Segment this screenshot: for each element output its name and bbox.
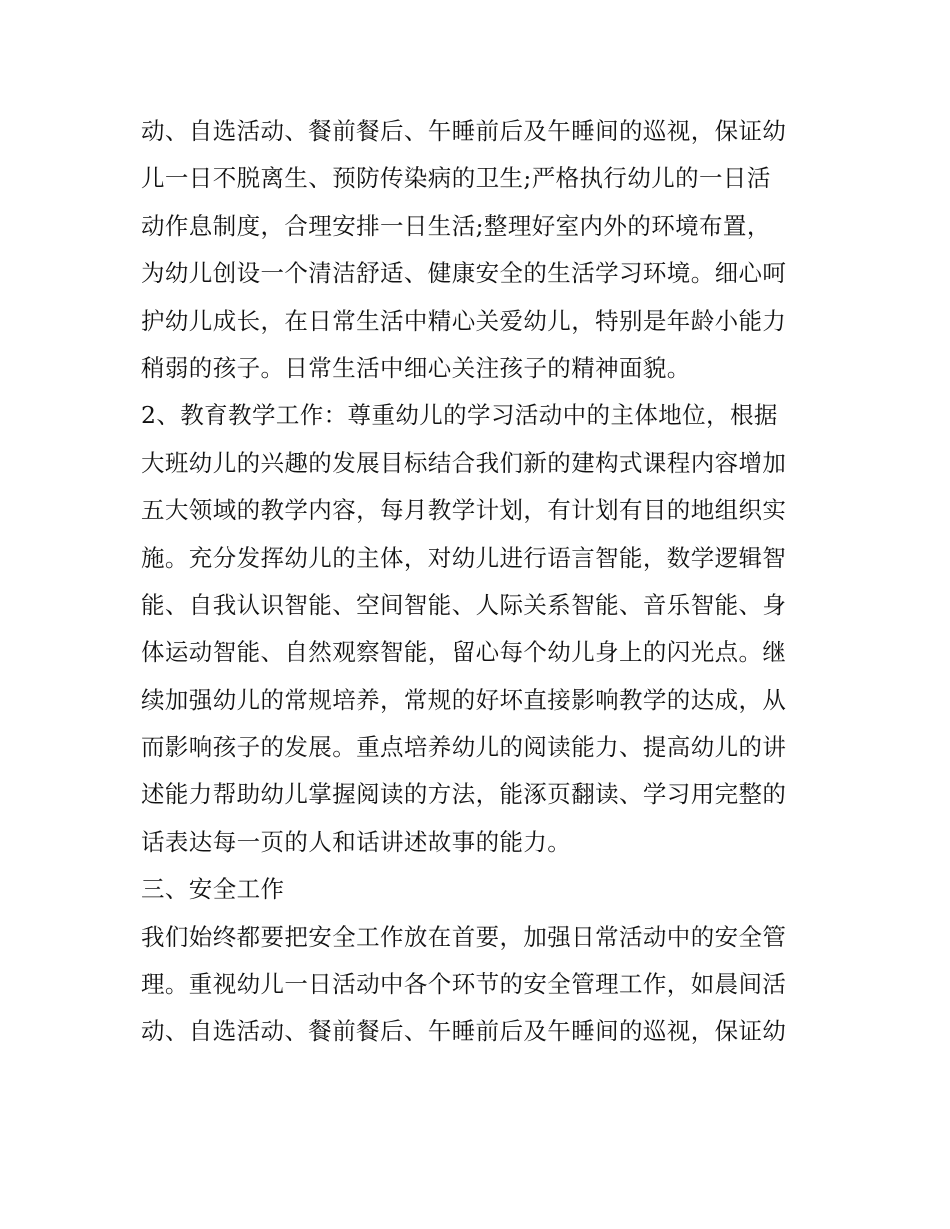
- text-line: 而影响孩子的发展。重点培养幼儿的阅读能力、提高幼儿的讲: [141, 733, 787, 762]
- text-line: 儿一日不脱离生、预防传染病的卫生;严格执行幼儿的一日活: [141, 164, 771, 193]
- text-line: 护幼儿成长，在日常生活中精心关爱幼儿，特别是年龄小能力: [141, 306, 787, 335]
- text-line: 话表达每一页的人和话讲述故事的能力。: [141, 827, 572, 856]
- text-line: 动作息制度，合理安排一日生活;整理好室内外的环境布置，: [141, 211, 771, 240]
- document-body: [141, 108, 821, 1056]
- text-line: 续加强幼儿的常规培养，常规的好坏直接影响教学的达成，从: [141, 685, 787, 714]
- text-line: 我们始终都要把安全工作放在首要，加强日常活动中的安全管: [141, 922, 787, 951]
- text-line: 述能力帮助幼儿掌握阅读的方法，能涿页翻读、学习用完整的: [141, 780, 787, 809]
- section-item-heading: 2、教育教学工作：尊重幼儿的学习活动中的主体地位，根据: [141, 401, 778, 430]
- text-line: 能、自我认识智能、空间智能、人际关系智能、音乐智能、身: [141, 590, 787, 619]
- text-line: 动、自选活动、餐前餐后、午睡前后及午睡间的巡视，保证幼: [141, 117, 787, 145]
- text-line: 五大领域的教学内容，每月教学计划，有计划有目的地组织实: [141, 496, 787, 525]
- text-line: 理。重视幼儿一日活动中各个环节的安全管理工作，如晨间活: [141, 970, 787, 999]
- text-line: 大班幼儿的兴趣的发展目标结合我们新的建构式课程内容增加: [141, 448, 787, 477]
- text-line: 体运动智能、自然观察智能，留心每个幼儿身上的闪光点。继: [141, 638, 787, 667]
- text-line: 动、自选活动、餐前餐后、午睡前后及午睡间的巡视，保证幼: [141, 1017, 787, 1046]
- section-heading: 三、安全工作: [141, 875, 285, 904]
- text-line: 为幼儿创设一个清洁舒适、健康安全的生活学习环境。细心呵: [141, 259, 787, 288]
- text-line: 稍弱的孩子。日常生活中细心关注孩子的精神面貌。: [141, 353, 691, 382]
- text-line: 施。充分发挥幼儿的主体，对幼儿进行语言智能，数学逻辑智: [141, 543, 787, 572]
